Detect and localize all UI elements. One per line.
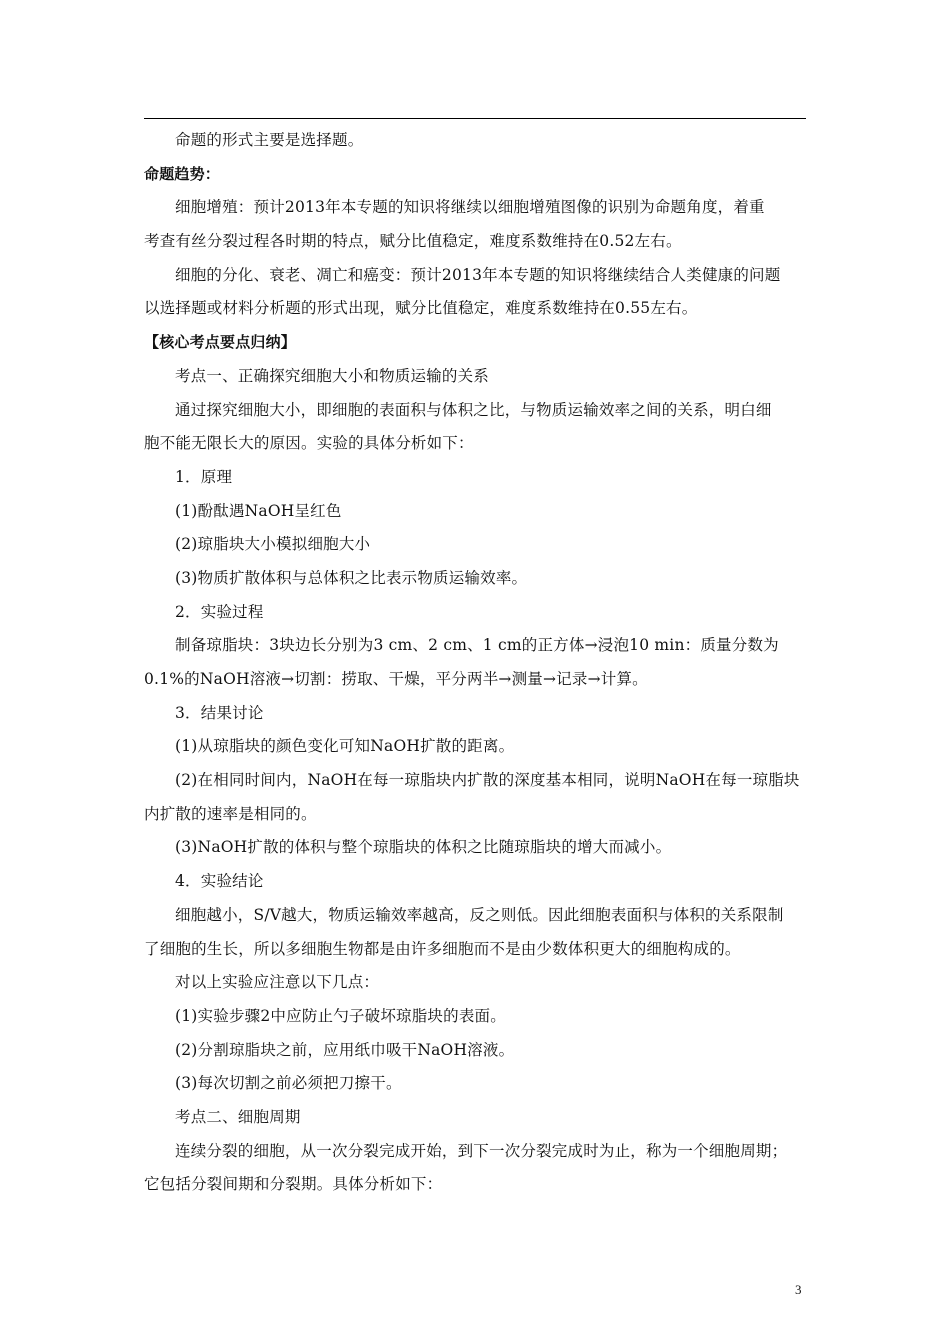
list-item: (2)分割琼脂块之前，应用纸巾吸干NaOH溶液。 (175, 1040, 515, 1059)
section-heading-trend: 命题趋势： (144, 164, 221, 183)
list-item: (2)在相同时间内，NaOH在每一琼脂块内扩散的深度基本相同，说明NaOH在每一琼脂块 (175, 771, 800, 790)
paragraph-line: 通过探究细胞大小，即细胞的表面积与体积之比，与物质运输效率之间的关系，明白细 (175, 400, 772, 419)
list-item-continuation: 内扩散的速率是相同的。 (144, 804, 317, 823)
list-item: (3)每次切割之前必须把刀擦干。 (175, 1074, 402, 1093)
numbered-heading: 4．实验结论 (175, 872, 264, 891)
numbered-heading: 1．原理 (175, 467, 233, 486)
paragraph-line: 胞不能无限长大的原因。实验的具体分析如下： (144, 434, 474, 453)
list-item: (1)从琼脂块的颜色变化可知NaOH扩散的距离。 (175, 737, 515, 756)
paragraph-line: 0.1%的NaOH溶液→切割：捞取、干燥，平分两半→测量→记录→计算。 (144, 670, 648, 688)
paragraph-line: 制备琼脂块：3块边长分别为3 cm、2 cm、1 cm的正方体→浸泡10 min：质量分数为 (175, 636, 779, 655)
paragraph-line: 命题的形式主要是选择题。 (175, 131, 364, 149)
page-number: 3 (795, 1282, 802, 1297)
paragraph-line: 对以上实验应注意以下几点： (175, 973, 380, 992)
numbered-heading: 3．结果讨论 (175, 703, 264, 722)
paragraph-line: 以选择题或材料分析题的形式出现，赋分比值稳定，难度系数维持在0.55左右。 (144, 299, 698, 318)
paragraph-line: 细胞越小，S/V越大，物质运输效率越高，反之则低。因此细胞表面积与体积的关系限制 (175, 905, 784, 924)
section-heading-core-points: 【核心考点要点归纳】 (144, 333, 297, 352)
paragraph-line: 了细胞的生长，所以多细胞生物都是由许多细胞而不是由少数体积更大的细胞构成的。 (144, 939, 741, 958)
paragraph-line: 考查有丝分裂过程各时期的特点，赋分比值稳定，难度系数维持在0.52左右。 (144, 232, 682, 251)
page-body (144, 124, 808, 1202)
paragraph-line: 连续分裂的细胞，从一次分裂完成开始，到下一次分裂完成时为止，称为一个细胞周期； (175, 1141, 788, 1160)
subsection-title-point-two: 考点二、细胞周期 (175, 1107, 301, 1126)
paragraph-line: 它包括分裂间期和分裂期。具体分析如下： (144, 1175, 443, 1194)
list-item: (1)实验步骤2中应防止勺子破坏琼脂块的表面。 (175, 1006, 506, 1025)
list-item: (2)琼脂块大小模拟细胞大小 (175, 535, 371, 554)
subsection-title-point-one: 考点一、正确探究细胞大小和物质运输的关系 (175, 366, 490, 385)
header-rule (144, 118, 806, 119)
paragraph-line: 细胞增殖：预计2013年本专题的知识将继续以细胞增殖图像的识别为命题角度，着重 (175, 198, 765, 217)
list-item: (1)酚酞遇NaOH呈红色 (175, 501, 342, 520)
paragraph-line: 细胞的分化、衰老、凋亡和癌变：预计2013年本专题的知识将继续结合人类健康的问题 (175, 265, 781, 284)
list-item: (3)物质扩散体积与总体积之比表示物质运输效率。 (175, 568, 528, 587)
numbered-heading: 2．实验过程 (175, 602, 264, 621)
list-item: (3)NaOH扩散的体积与整个琼脂块的体积之比随琼脂块的增大而减小。 (175, 838, 672, 857)
